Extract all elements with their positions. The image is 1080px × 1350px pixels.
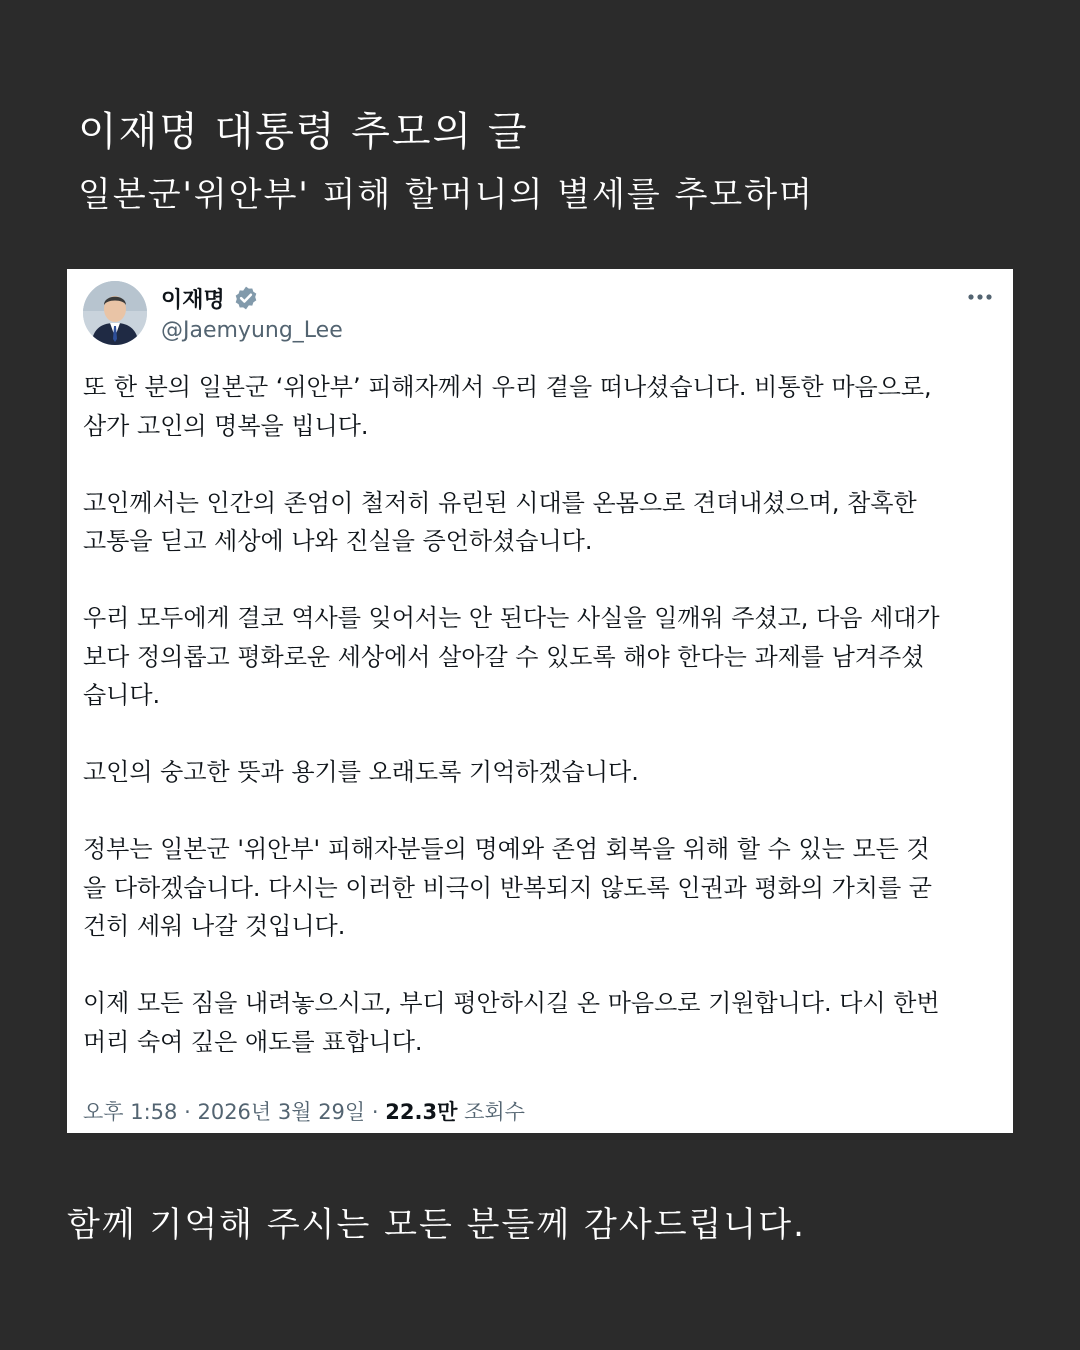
tweet-paragraph: 이제 모든 짐을 내려놓으시고, 부디 평안하시길 온 마음으로 기원합니다. 다시 한번 머리 숙여 깊은 애도를 표합니다. [83,989,940,1056]
tweet-text [83,368,1003,1100]
tweet-paragraph: 또 한 분의 일본군 ‘위안부’ 피해자께서 우리 곁을 떠나셨습니다. 비통한 마음으로, 삼가 고인의 명복을 빕니다. [83,373,932,440]
author-handle[interactable]: @Jaemyung_Lee [161,318,343,343]
page-title: 이재명 대통령 추모의 글 [78,109,529,155]
views-label: 조회수 [464,1100,525,1124]
tweet-card [67,269,1013,1133]
author-name[interactable]: 이재명 [161,288,225,313]
tweet-date[interactable]: 2026년 3월 29일 [197,1100,366,1124]
views-count: 22.3만 [385,1100,458,1124]
footer-message: 함께 기억해 주시는 모든 분들께 감사드립니다. [67,1205,806,1245]
meta-separator: · [371,1100,379,1124]
tweet-paragraph: 고인께서는 인간의 존엄이 철저히 유린된 시대를 온몸으로 견뎌내셨으며, 참혹한 고통을 딛고 세상에 나와 진실을 증언하셨습니다. [83,488,917,555]
verified-badge-icon [233,285,259,311]
tweet-paragraph: 정부는 일본군 '위안부' 피해자분들의 명예와 존엄 회복을 위해 할 수 있는 모든 것 을 다하겠습니다. 다시는 이러한 비극이 반복되지 않도록 인권과 평화의 가치를 굳 건히 세워 나갈 것입니다. [83,835,932,940]
page-subtitle: 일본군'위안부' 피해 할머니의 별세를 추모하며 [78,175,814,215]
tweet-paragraph: 우리 모두에게 결코 역사를 잊어서는 안 된다는 사실을 일깨워 주셨고, 다음 세대가 보다 정의롭고 평화로운 세상에서 살아갈 수 있도록 해야 한다는 과제를 남겨주셨 습니다. [83,604,940,709]
tweet-time[interactable]: 오후 1:58 [83,1100,178,1124]
more-options-icon[interactable] [967,291,993,303]
tweet-paragraph: 고인의 숭고한 뜻과 용기를 오래도록 기억하겠습니다. [83,758,639,786]
meta-separator: · [184,1100,191,1124]
avatar[interactable] [83,281,147,345]
tweet-meta [83,1096,525,1126]
avatar-image [83,281,147,345]
